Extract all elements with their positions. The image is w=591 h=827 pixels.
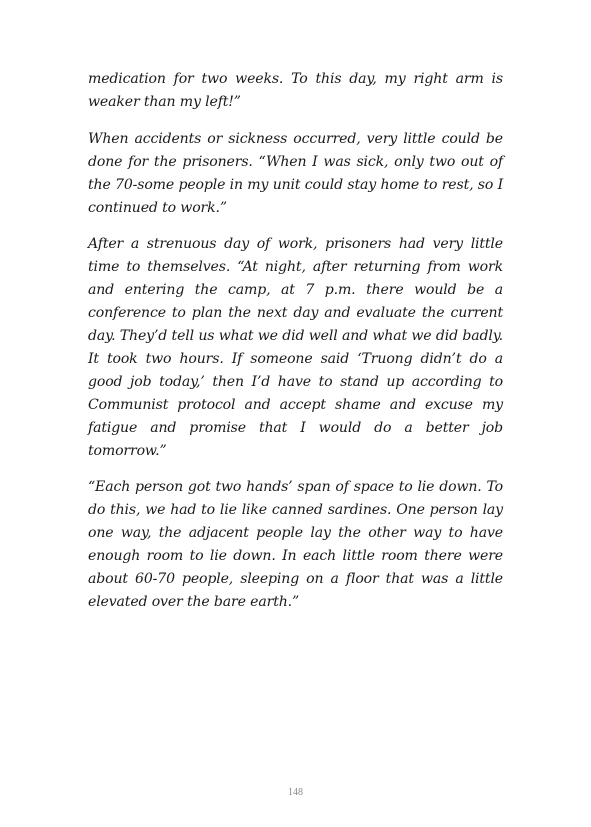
paragraph-2: When accidents or sickness occurred, very little could be done for the prisoners. “When I was sick, only two out of the 70-some people in my unit could stay home to rest, so I continued to work.” bbox=[88, 131, 503, 216]
paragraph-3: After a strenuous day of work, prisoners had very little time to themselves. “At night, after returning from work and entering the camp, at 7 p.m. there would be a conference to plan the next day and evaluate the current day. They’d tell us what we did well and what we did badly. It took two hours. If someone said ‘Truong didn’t do a good job today,’ then I’d have to stand up according to Communist protocol and accept shame and excuse my fatigue and promise that I would do a better job tomorrow.” bbox=[88, 236, 503, 459]
paragraph-1: medication for two weeks. To this day, my right arm is weaker than my left!” bbox=[88, 71, 503, 110]
paragraph-4: “Each person got two hands’ span of space to lie down. To do this, we had to lie like canned sardines. One person lay one way, the adjacent people lay the other way to have enough room to lie down. In each little room there were about 60-70 people, sleeping on a floor that was a little elevated over the bare earth.” bbox=[88, 479, 503, 610]
page-number: 148 bbox=[288, 787, 303, 798]
page-body bbox=[88, 68, 503, 627]
